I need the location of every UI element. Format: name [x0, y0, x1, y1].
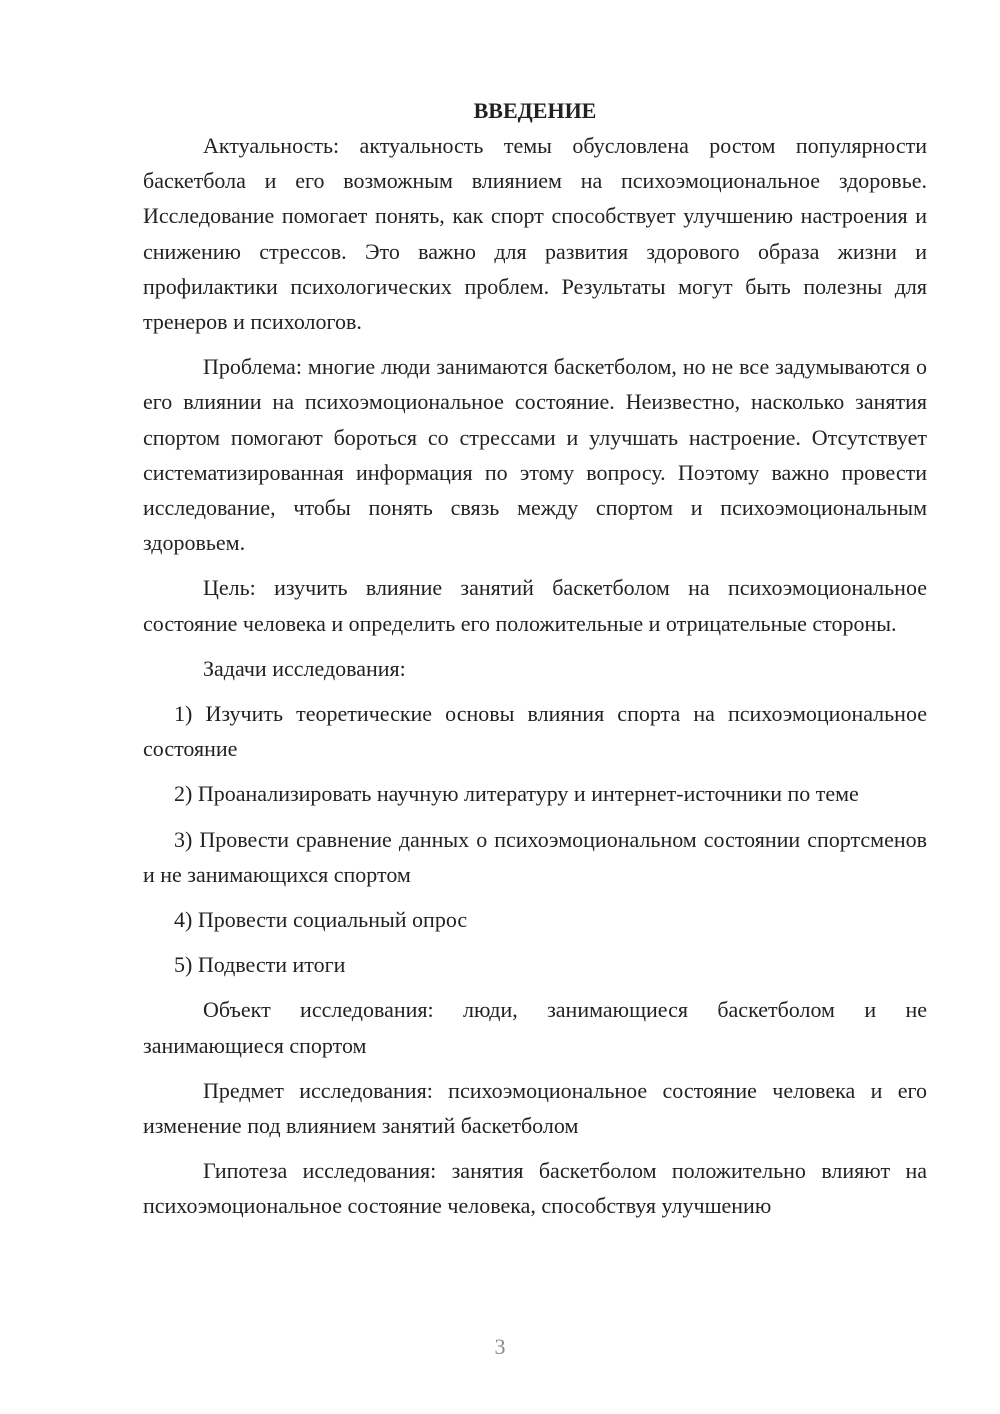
- paragraph-tasks-heading: Задачи исследования:: [203, 655, 406, 681]
- paragraph-relevance: Актуальность: актуальность темы обусловлена ростом популярности баскетбола и его возможным влиянием на психоэмоциональное здоровье. Исследование помогает понять, как спорт способствует улучшению настроения и снижению стрессов. Это важно для развития здорового образа жизни и профилактики психологических проблем. Результаты могут быть полезны для тренеров и психологов.: [143, 133, 927, 335]
- paragraph-problem: Проблема: многие люди занимаются баскетболом, но не все задумываются о его влиянии на психоэмоциональное состояние. Неизвестно, насколько занятия спортом помогают бороться со стрессами и улучшать настроение. Отсутствует систематизированная информация по этому вопросу. Поэтому важно провести исследование, чтобы понять связь между спортом и психоэмоциональным здоровьем.: [143, 354, 927, 556]
- task-item-4: 4) Провести социальный опрос: [174, 907, 468, 933]
- document-page: [143, 94, 927, 1234]
- paragraph-hypothesis: Гипотеза исследования: занятия баскетболом положительно влияют на психоэмоциональное состояние человека, способствуя улучшению: [143, 1158, 927, 1219]
- task-item-1: 1) Изучить теоретические основы влияния спорта на психоэмоциональное состояние: [143, 701, 927, 762]
- section-title: ВВЕДЕНИЕ: [473, 98, 597, 123]
- paragraph-object: Объект исследования: люди, занимающиеся баскетболом и не занимающиеся спортом: [143, 997, 927, 1058]
- task-item-5: 5) Подвести итоги: [174, 952, 346, 978]
- page-number: 3: [494, 1334, 506, 1359]
- task-item-3: 3) Провести сравнение данных о психоэмоциональном состоянии спортсменов и не занимающихся спортом: [143, 826, 927, 887]
- paragraph-subject: Предмет исследования: психоэмоциональное состояние человека и его изменение под влиянием занятий баскетболом: [143, 1077, 927, 1139]
- paragraph-goal: Цель: изучить влияние занятий баскетболом на психоэмоциональное состояние человека и определить его положительные и отрицательные стороны.: [143, 575, 927, 636]
- task-item-2: 2) Проанализировать научную литературу и интернет-источники по теме: [174, 781, 859, 807]
